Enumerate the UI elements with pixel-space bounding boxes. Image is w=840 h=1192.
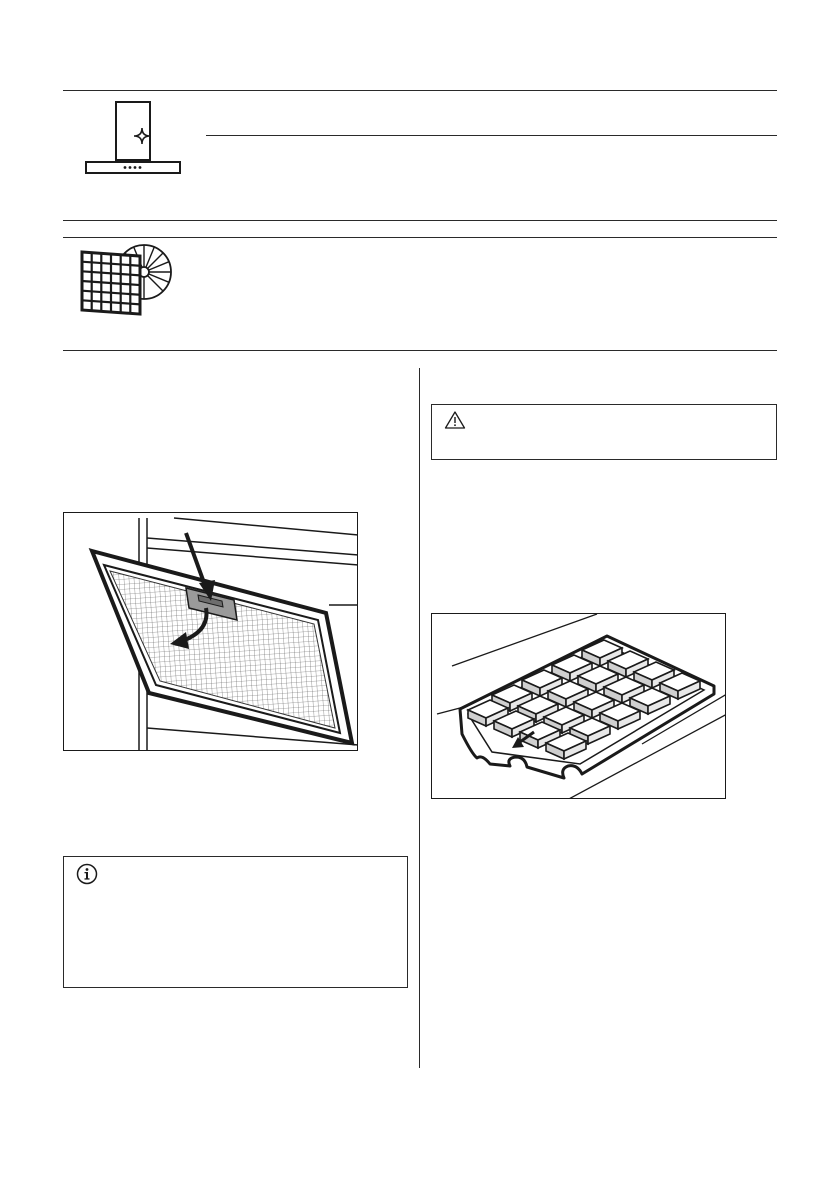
warning-note-box — [431, 404, 777, 460]
section-divider-top — [63, 90, 777, 91]
charcoal-filter-fan-icon — [80, 242, 180, 322]
warning-icon — [444, 410, 466, 430]
info-note-box — [63, 856, 408, 988]
section-divider — [63, 350, 777, 351]
column-separator — [419, 368, 420, 1068]
section-subheading-rule — [206, 135, 777, 136]
section-divider — [63, 220, 777, 221]
range-hood-clean-icon — [84, 100, 182, 176]
section-divider — [63, 237, 777, 238]
charcoal-filter-figure — [431, 613, 726, 799]
info-icon — [76, 863, 98, 885]
grease-filter-removal-figure — [63, 512, 358, 751]
